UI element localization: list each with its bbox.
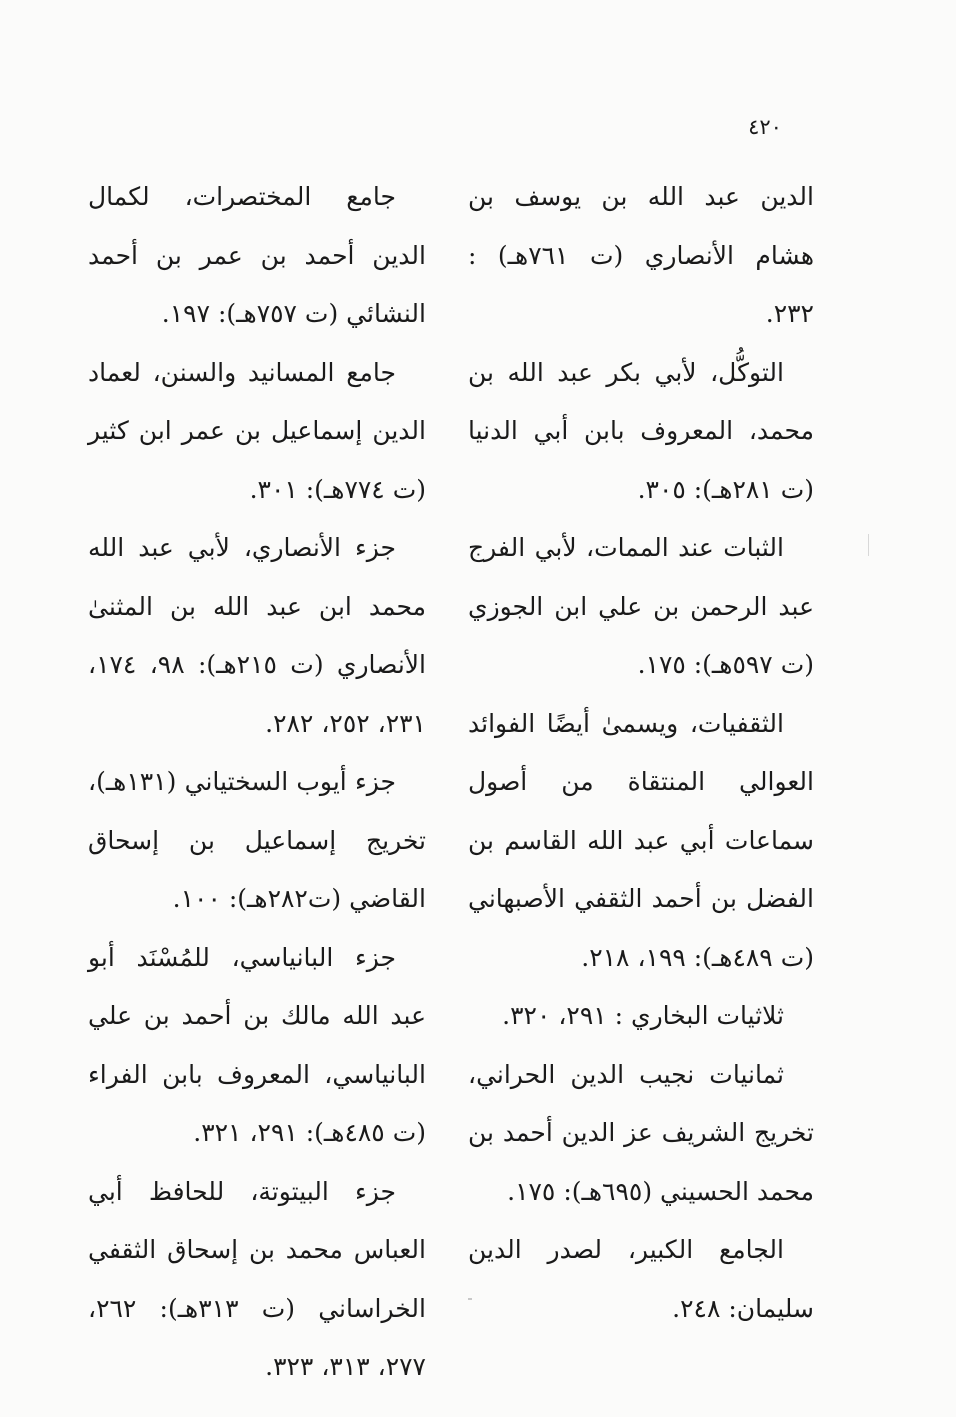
page-number: ٤٢٠ (748, 115, 782, 139)
index-entry: جامع المختصرات، لكمال الدين أحمد بن عمر بن أحمد النشائي (ت ٧٥٧هـ): ١٩٧. (88, 182, 426, 328)
index-entry: التوكُّل، لأبي بكر عبد الله بن محمد، المعروف بابن أبي الدنيا (ت ٢٨١هـ): ٣٠٥. (468, 357, 814, 504)
left-column (88, 168, 426, 1397)
scan-mark (468, 1298, 472, 1300)
index-entry: جزء البيتوتة، للحافظ أبي العباس محمد بن إسحاق الثقفي الخراساني (ت ٣١٣هـ): ٢٦٢، ٢٧٧، ٣١٣، ٣٢٣. (88, 1176, 426, 1381)
index-entry: جزء أيوب السختياني (١٣١هـ)، تخريج إسماعيل بن إسحاق القاضي (ت٢٨٢هـ): ١٠٠. (88, 767, 426, 913)
index-entry: ثمانيات نجيب الدين الحراني، تخريج الشريف عز الدين أحمد بن محمد الحسيني (٦٩٥هـ): ١٧٥. (468, 1059, 814, 1206)
index-entry: ثلاثيات البخاري : ٢٩١، ٣٢٠. (502, 1001, 784, 1030)
index-entry: الثبات عند الممات، لأبي الفرج عبد الرحمن بن علي ابن الجوزي (ت ٥٩٧هـ): ١٧٥. (468, 533, 814, 679)
index-entry: جامع المسانيد والسنن، لعماد الدين إسماعيل بن عمر ابن كثير (ت ٧٧٤هـ): ٣٠١. (88, 357, 426, 504)
index-entry: الثقفيات، ويسمىٰ أيضًا الفوائد العوالي المنتقاة من أصول سماعات أبي عبد الله القاسم بن الفضل بن أحمد الثقفي الأصبهاني (ت ٤٨٩هـ): ١٩٩، ٢١٨. (468, 708, 814, 972)
index-entry: جزء الأنصاري، لأبي عبد الله محمد ابن عبد الله بن المثنىٰ الأنصاري (ت ٢١٥هـ): ٩٨، ١٧٤، ٢٣١، ٢٥٢، ٢٨٢. (88, 533, 426, 738)
index-entry: الجامع الكبير، لصدر الدين سليمان: ٢٤٨. (468, 1235, 814, 1323)
index-entry: الدين عبد الله بن يوسف بن هشام الأنصاري (ت ٧٦١هـ) : ٢٣٢. (468, 182, 814, 328)
right-column (468, 168, 814, 1338)
index-entry: جزء البانياسي، للمُسْنَد أبو عبد الله مالك بن أحمد بن علي البانياسي، المعروف بابن الفراء (ت ٤٨٥هـ): ٢٩١، ٣٢١. (88, 942, 426, 1147)
scan-mark (868, 534, 869, 556)
